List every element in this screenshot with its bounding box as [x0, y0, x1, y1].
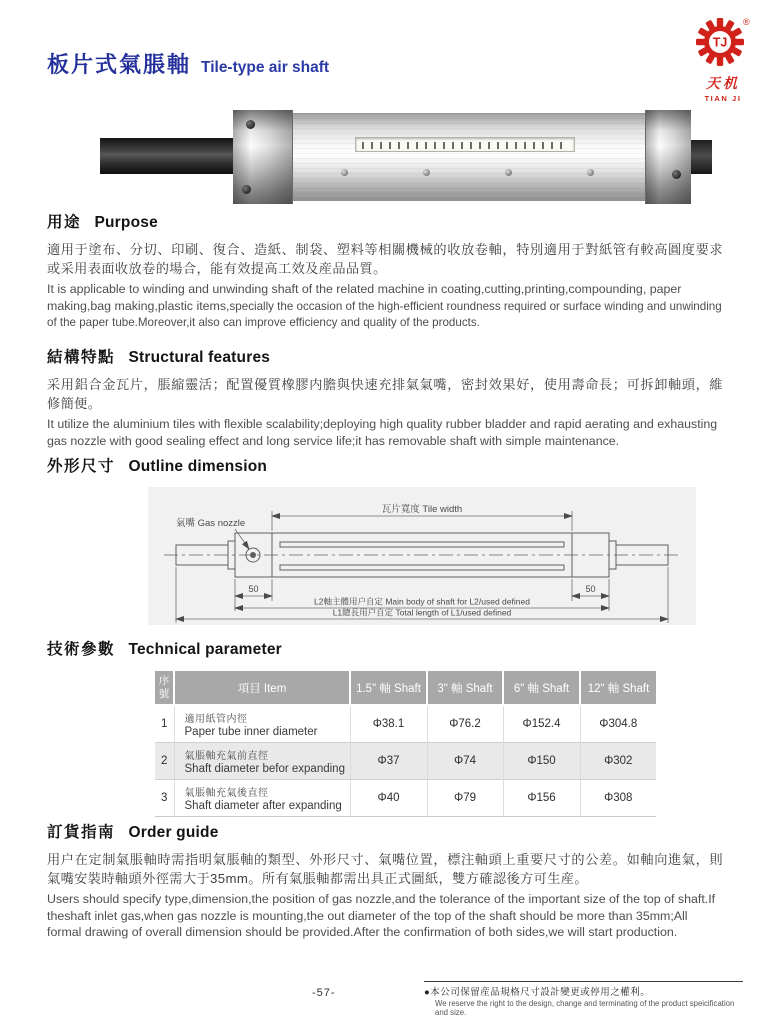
features-heading — [47, 345, 723, 367]
dim-50-right: 50 — [585, 584, 596, 594]
logo-name-en: TIAN JI — [704, 94, 742, 103]
row-no: 1 — [161, 718, 168, 730]
row-value: Φ302 — [580, 743, 656, 780]
row-value: Φ79 — [427, 780, 503, 817]
section-order-guide — [47, 820, 723, 940]
row-item-zh: 氣脹軸充氣後直徑 — [184, 788, 269, 799]
features-text-zh: 采用鋁合金瓦片，脹縮靈活；配置優質橡膠内膽與快速充排氣氣嘴，密封效果好，使用壽命長；可拆卸軸頭，維修簡便。 — [47, 377, 723, 412]
column-header-item: 項目 Item — [174, 671, 350, 705]
table-row — [155, 705, 656, 743]
row-item-zh: 適用紙管内徑 — [184, 714, 248, 725]
footer-note-zh-text: 本公司保留産品規格尺寸設計變更或停用之權利。 — [430, 987, 651, 998]
row-item-en: Shaft diameter after expanding — [184, 800, 342, 812]
purpose-text-zh: 適用于塗布、分切、印刷、復合、造紙、制袋、塑料等相關機械的收放卷軸，特別適用于對紙管有較高圓度要求或采用表面收放卷的場合，能有效提高工效及産品品質。 — [47, 242, 723, 277]
outline-drawing — [148, 487, 696, 625]
column-header-shaft-4: 12" 軸 Shaft — [580, 671, 656, 705]
row-value: Φ74 — [427, 743, 503, 780]
shaft-journal — [100, 138, 233, 174]
purpose-heading-zh: 用途 — [47, 214, 82, 231]
purpose-text-en — [47, 281, 723, 330]
purpose-text-en-part2: specially the occasion of the high-efficient roundness required or surface winding and unwinding of the paper tube.Moreover,it also can improve efficiency and quality of the products. — [47, 299, 722, 330]
row-item-en: Shaft diameter befor expanding — [184, 763, 345, 775]
row-item — [174, 705, 350, 743]
row-value: Φ38.1 — [350, 705, 427, 743]
order-text-en: Users should specify type,dimension,the position of gas nozzle,and the tolerance of the important size of the top of shaft.If theshaft inlet gas,when gas nozzle is mounting,the out diameter of the top of the shaft should be more than 35mm;All formal drawing of overall dimension should be provided.After the confirmation of both sides,we will start production. — [47, 892, 716, 940]
features-heading-zh: 結構特點 — [47, 349, 116, 366]
screw-dot — [423, 169, 430, 176]
shaft-body — [293, 113, 645, 201]
gas-nozzle-label: 氣嘴 Gas nozzle — [176, 518, 246, 529]
row-item — [174, 780, 350, 817]
section-features — [47, 345, 723, 449]
column-header-shaft-2: 3" 軸 Shaft — [427, 671, 503, 705]
dim-50-left: 50 — [248, 584, 259, 594]
order-heading-zh: 訂貨指南 — [47, 824, 116, 841]
parameters-heading-en: Technical parameter — [128, 641, 282, 658]
logo-name-zh: 天机 — [706, 77, 740, 92]
gas-nozzle-stub — [691, 140, 712, 174]
row-value: Φ156 — [503, 780, 580, 817]
table-header-row — [155, 671, 656, 705]
features-heading-en: Structural features — [128, 349, 271, 366]
section-parameters — [47, 637, 723, 817]
brand-logo — [690, 12, 756, 103]
features-text-en: It utilize the aluminium tiles with flexible scalability;deploying high quality rubber bladder and rapid aerating and exhausting gas nozzle with good sealing effect and long service life;it has removable shaft with simple maintenance. — [47, 417, 718, 448]
footer-note-zh — [424, 984, 743, 998]
tj-gear-icon — [690, 12, 756, 70]
ruler-strip — [355, 137, 575, 152]
row-value: Φ37 — [350, 743, 427, 780]
row-item — [174, 743, 350, 780]
l1-dimension-label: L1總長用户自定 Total length of L1/used defined — [332, 607, 512, 618]
end-cap-right — [645, 110, 691, 204]
ruler-ticks — [362, 142, 568, 149]
page-title — [47, 48, 329, 79]
row-no: 2 — [155, 743, 174, 780]
parameters-table — [155, 671, 656, 817]
parameters-heading — [47, 637, 723, 659]
page-number: -57- — [312, 987, 336, 999]
column-header-shaft-3: 6" 軸 Shaft — [503, 671, 580, 705]
end-cap-left — [233, 110, 293, 204]
parameters-heading-zh: 技術參數 — [47, 641, 116, 658]
row-value: Φ150 — [503, 743, 580, 780]
section-outline — [47, 454, 723, 625]
table-row — [155, 780, 656, 817]
outline-heading — [47, 454, 723, 476]
outline-heading-zh: 外形尺寸 — [47, 458, 116, 475]
order-text-zh: 用户在定制氣脹軸時需指明氣脹軸的類型、外形尺寸、氣嘴位置，標注軸頭上重要尺寸的公差。如軸向進氣，則氣嘴安裝時軸頭外徑需大于35mm。所有氣脹軸都需出具正式圖紙，雙方確認後方可生産。 — [47, 852, 723, 887]
row-no: 3 — [155, 780, 174, 817]
row-value: Φ76.2 — [427, 705, 503, 743]
footer-note — [424, 981, 743, 1017]
purpose-heading-en: Purpose — [94, 214, 158, 231]
outline-heading-en: Outline dimension — [128, 458, 268, 475]
row-item-en: Paper tube inner diameter — [184, 726, 318, 738]
screw-dot — [341, 169, 348, 176]
outline-drawing-box — [148, 487, 696, 625]
page-title-zh: 板片式氣脹軸 — [47, 52, 192, 77]
row-value: Φ40 — [350, 780, 427, 817]
row-value: Φ152.4 — [503, 705, 580, 743]
purpose-text-en-part1: It is applicable to winding and unwinding shaft of the related machine in coating,cutting,printing,compounding, paper making,bag making,plastic items, — [47, 282, 682, 313]
purpose-heading — [47, 210, 723, 232]
screw-dot — [505, 169, 512, 176]
row-item-zh: 氣脹軸充氣前直徑 — [184, 751, 269, 762]
table-row — [155, 743, 656, 780]
bullet-icon: ● — [424, 987, 431, 998]
footer-note-en: We reserve the right to the design, change and terminating of the product speicification and size. — [435, 999, 735, 1017]
screw-dot — [587, 169, 594, 176]
column-header-no: 序號 — [155, 671, 174, 705]
l2-dimension-label: L2軸主體用户自定 Main body of shaft for L2/used defined — [314, 596, 530, 607]
order-heading-en: Order guide — [128, 824, 219, 841]
section-purpose — [47, 210, 723, 330]
row-value: Φ304.8 — [580, 705, 656, 743]
screw-dot — [672, 170, 681, 179]
registered-mark-icon: ® — [743, 17, 750, 27]
column-header-shaft-1: 1.5" 軸 Shaft — [350, 671, 427, 705]
tile-width-label: 瓦片寬度 Tile width — [381, 504, 463, 515]
product-photo — [100, 107, 712, 207]
order-heading — [47, 820, 723, 842]
page-title-en: Tile-type air shaft — [201, 59, 330, 76]
logo-monogram: TJ — [712, 35, 728, 50]
row-value: Φ308 — [580, 780, 656, 817]
screw-dot — [246, 120, 255, 129]
screw-dot — [242, 185, 251, 194]
